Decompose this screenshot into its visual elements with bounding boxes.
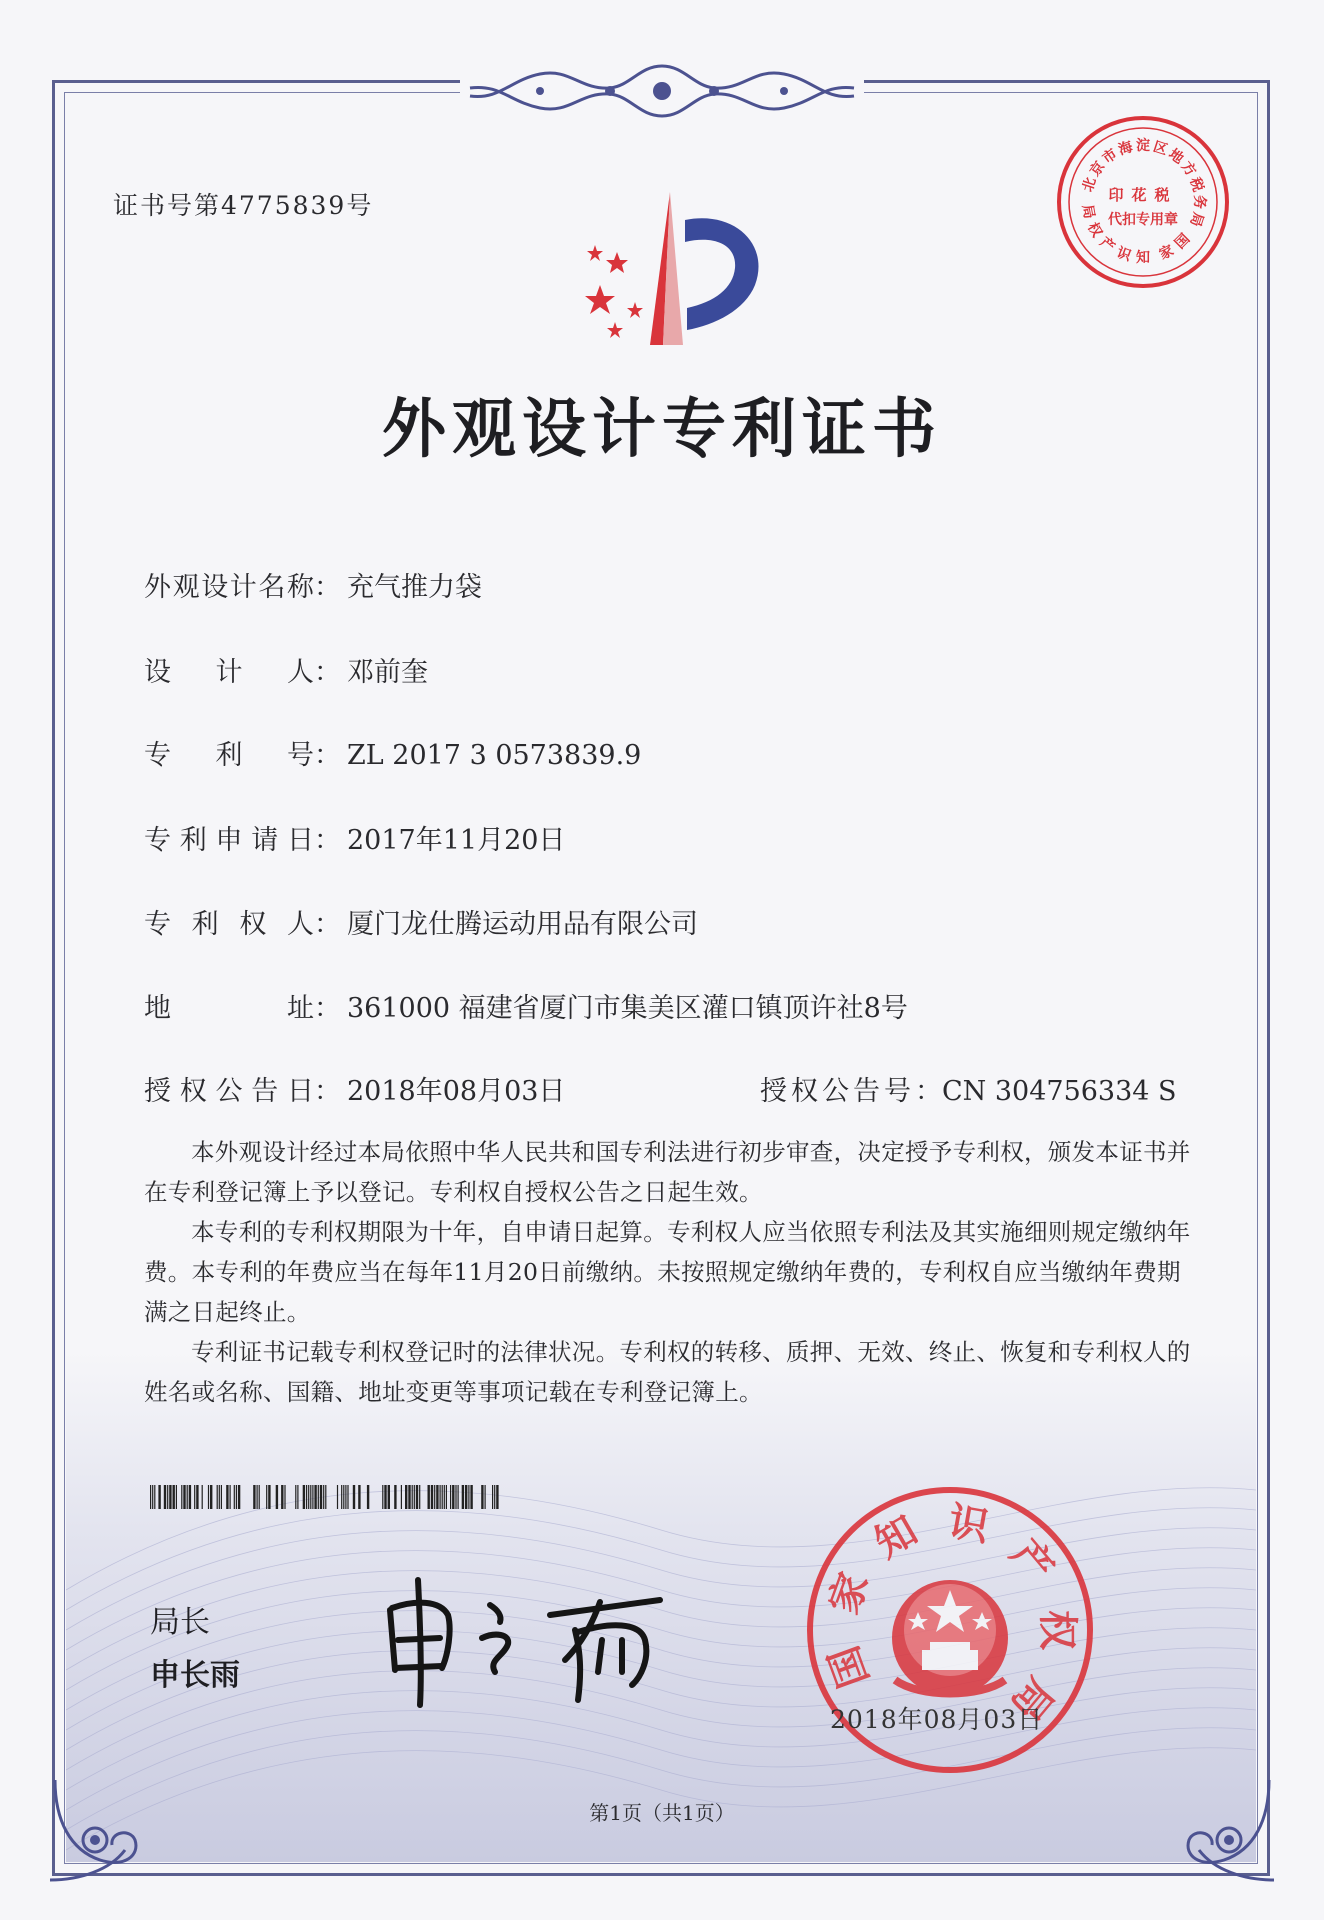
- barcode-bar: [297, 1485, 298, 1509]
- field-value: ZL 2017 3 0573839.9: [347, 740, 642, 771]
- cnipa-emblem-icon: [555, 190, 775, 350]
- svg-text:识: 识: [944, 1498, 993, 1551]
- barcode-bar: [450, 1485, 451, 1509]
- field-label: 设计人: [144, 657, 314, 688]
- barcode-bar: [196, 1485, 198, 1509]
- barcode-bar: [266, 1485, 267, 1509]
- barcode-bar: [343, 1485, 344, 1509]
- barcode-bar: [452, 1485, 454, 1509]
- svg-text:国: 国: [1171, 230, 1194, 253]
- svg-text:印花税: 印花税: [1108, 186, 1178, 204]
- barcode-bar: [284, 1485, 285, 1509]
- barcode-bar: [320, 1485, 322, 1509]
- svg-text:家: 家: [1156, 242, 1177, 263]
- field-label: 外观设计名称: [144, 572, 314, 603]
- barcode-bar: [230, 1485, 231, 1509]
- barcode-bar: [226, 1485, 228, 1509]
- tax-seal-stamp: [1053, 112, 1233, 292]
- field-label: 授权公告日: [144, 1076, 314, 1107]
- barcode-bar: [308, 1485, 309, 1509]
- svg-text:局: 局: [1078, 203, 1097, 221]
- barcode-bar: [412, 1485, 413, 1509]
- barcode-bar: [358, 1485, 360, 1509]
- barcode-bar: [276, 1485, 278, 1509]
- corner-ornament-bottom-right: [1174, 1770, 1284, 1890]
- svg-text:家: 家: [820, 1566, 878, 1621]
- svg-text:北: 北: [1079, 175, 1100, 194]
- svg-text:知: 知: [1136, 250, 1150, 266]
- barcode-bar: [428, 1485, 430, 1509]
- field-designer: [144, 650, 428, 689]
- barcode-bar: [164, 1485, 166, 1509]
- barcode-bar: [181, 1485, 182, 1509]
- svg-text:市: 市: [1099, 146, 1121, 168]
- barcode-bar: [353, 1485, 355, 1509]
- barcode-bar: [152, 1485, 153, 1509]
- barcode-bar: [494, 1485, 495, 1509]
- barcode-bar: [154, 1485, 155, 1509]
- barcode-bar: [189, 1485, 191, 1509]
- barcode-bar: [303, 1485, 305, 1509]
- paragraph-1: 本外观设计经过本局依照中华人民共和国专利法进行初步审查，决定授予专利权，颁发本证书并在专利登记簿上予以登记。专利权自授权公告之日起生效。: [144, 1138, 1191, 1206]
- svg-text:方: 方: [1177, 158, 1199, 180]
- barcode-bar: [347, 1485, 348, 1509]
- field-colon: ：: [314, 572, 341, 603]
- field-colon: ：: [314, 825, 341, 856]
- field-colon: ：: [314, 740, 341, 771]
- field-value: 充气推力袋: [347, 572, 482, 603]
- field-colon: ：: [314, 993, 341, 1024]
- barcode-bar: [434, 1485, 435, 1509]
- barcode-bar: [388, 1485, 390, 1509]
- barcode-bar: [431, 1485, 433, 1509]
- barcode-bar: [208, 1485, 209, 1509]
- barcode-bar: [295, 1485, 296, 1509]
- barcode-bar: [167, 1485, 168, 1509]
- barcode-bar: [169, 1485, 171, 1509]
- svg-text:产: 产: [1096, 234, 1118, 256]
- barcode-bar: [337, 1485, 338, 1509]
- field-label: 专利申请日: [144, 825, 314, 856]
- svg-text:权: 权: [1084, 219, 1105, 241]
- barcode-bar: [492, 1485, 493, 1509]
- field-value: 2017年11月20日: [347, 825, 566, 856]
- field-announcement-date: [144, 1069, 565, 1108]
- svg-text:区: 区: [1151, 138, 1170, 159]
- barcode-bar: [310, 1485, 311, 1509]
- barcode-bar: [259, 1485, 260, 1509]
- barcode-bar: [384, 1485, 386, 1509]
- barcode-bar: [312, 1485, 313, 1509]
- barcode-bar: [458, 1485, 459, 1509]
- signatory-name: 申长雨: [150, 1658, 240, 1693]
- svg-text:局: 局: [1186, 210, 1207, 229]
- barcode-bar: [219, 1485, 220, 1509]
- barcode-bar: [268, 1485, 270, 1509]
- barcode-bar: [341, 1485, 342, 1509]
- barcode-bar: [462, 1485, 464, 1509]
- field-label: 专利号: [144, 740, 314, 771]
- barcode-bar: [158, 1485, 160, 1509]
- barcode-bar: [187, 1485, 188, 1509]
- barcode-bar: [442, 1485, 443, 1509]
- barcode-bar: [401, 1485, 402, 1509]
- barcode-bar: [325, 1485, 326, 1509]
- certificate-number: 证书号第4775839号: [113, 191, 374, 220]
- paragraph-3: 专利证书记载专利权登记时的法律状况。专利权的转移、质押、无效、终止、恢复和专利权人的姓名或名称、国籍、地址变更等事项记载在专利登记簿上。: [144, 1338, 1191, 1406]
- barcode-bar: [176, 1485, 177, 1509]
- svg-text:地: 地: [1165, 146, 1187, 168]
- barcode-bar: [485, 1485, 486, 1509]
- svg-text:国: 国: [820, 1639, 878, 1694]
- svg-text:税: 税: [1186, 175, 1207, 194]
- svg-text:权: 权: [1034, 1610, 1080, 1650]
- barcode-bar: [173, 1485, 175, 1509]
- barcode-bar: [416, 1485, 418, 1509]
- barcode-bar: [465, 1485, 467, 1509]
- field-colon: ：: [314, 909, 341, 940]
- barcode-bar: [382, 1485, 383, 1509]
- barcode-bar: [455, 1485, 456, 1509]
- barcode-bar: [253, 1485, 255, 1509]
- seal-date: 2018年08月03日: [830, 1705, 1044, 1734]
- field-patent-number: [144, 733, 641, 772]
- svg-text:淀: 淀: [1136, 138, 1150, 154]
- field-announcement-number: [760, 1069, 1177, 1108]
- field-value: 361000 福建省厦门市集美区灌口镇顶许社8号: [347, 993, 908, 1024]
- field-design-name: [144, 565, 482, 604]
- signatory-title: 局长: [150, 1605, 210, 1640]
- barcode-bar: [419, 1485, 420, 1509]
- barcode-bar: [238, 1485, 240, 1509]
- barcode-bar: [318, 1485, 319, 1509]
- svg-text:海: 海: [1116, 138, 1135, 159]
- field-label: 专利权人: [144, 909, 314, 940]
- barcode-bar: [257, 1485, 258, 1509]
- barcode-bar: [323, 1485, 324, 1509]
- barcode-bar: [394, 1485, 396, 1509]
- top-ornament: [460, 56, 864, 126]
- barcode-bar: [496, 1485, 498, 1509]
- svg-text:代扣专用章: 代扣专用章: [1108, 212, 1178, 228]
- field-address: [144, 986, 908, 1025]
- field-colon: ：: [314, 657, 341, 688]
- svg-text:局: 局: [1001, 1668, 1063, 1729]
- barcode-bar: [345, 1485, 346, 1509]
- barcode-bar: [236, 1485, 237, 1509]
- document-title: 外观设计专利证书: [382, 393, 942, 467]
- barcode-bar: [414, 1485, 415, 1509]
- barcode-bar: [194, 1485, 195, 1509]
- svg-text:务: 务: [1191, 195, 1207, 209]
- barcode-bar: [202, 1485, 203, 1509]
- field-colon: ：: [915, 1076, 942, 1107]
- barcode-bar: [436, 1485, 438, 1509]
- svg-text:知: 知: [867, 1507, 926, 1568]
- field-colon: ：: [314, 1076, 341, 1107]
- field-label: 授权公告号: [760, 1076, 915, 1107]
- page-indicator: 第1页（共1页）: [589, 1801, 735, 1825]
- barcode-bar: [440, 1485, 441, 1509]
- barcode-bar: [405, 1485, 407, 1509]
- field-patentee: [144, 902, 698, 941]
- corner-ornament-bottom-left: [40, 1770, 150, 1890]
- svg-text:识: 识: [1114, 244, 1134, 265]
- barcode-bar: [150, 1485, 151, 1509]
- paragraph-2: 本专利的专利权期限为十年，自申请日起算。专利权人应当依照专利法及其实施细则规定缴纳年费。本专利的年费应当在每年11月20日前缴纳。未按照规定缴纳年费的，专利权自应当缴纳年费期满之日起终止。: [144, 1218, 1191, 1326]
- svg-text:产: 产: [1001, 1531, 1063, 1592]
- body-text: [144, 1132, 1194, 1412]
- handwritten-signature: [370, 1560, 690, 1710]
- field-application-date: [144, 818, 565, 857]
- barcode-bar: [367, 1485, 369, 1509]
- barcode-bar: [444, 1485, 445, 1509]
- barcode-bar: [481, 1485, 483, 1509]
- field-value: 厦门龙仕腾运动用品有限公司: [347, 909, 698, 940]
- barcode-bar: [314, 1485, 316, 1509]
- barcode-bar: [281, 1485, 283, 1509]
- field-value: 邓前奎: [347, 657, 428, 688]
- barcode: [150, 1485, 500, 1509]
- barcode-bar: [408, 1485, 410, 1509]
- field-value: 2018年08月03日: [347, 1076, 566, 1107]
- barcode-bar: [306, 1485, 307, 1509]
- barcode-bar: [183, 1485, 185, 1509]
- barcode-bar: [468, 1485, 469, 1509]
- field-value: CN 304756334 S: [942, 1076, 1177, 1107]
- barcode-bar: [470, 1485, 472, 1509]
- barcode-bar: [446, 1485, 447, 1509]
- svg-text:京: 京: [1087, 158, 1109, 180]
- barcode-bar: [234, 1485, 235, 1509]
- field-label: 地址: [144, 993, 314, 1024]
- barcode-bar: [217, 1485, 218, 1509]
- barcode-bar: [210, 1485, 212, 1509]
- barcode-bar: [221, 1485, 222, 1509]
